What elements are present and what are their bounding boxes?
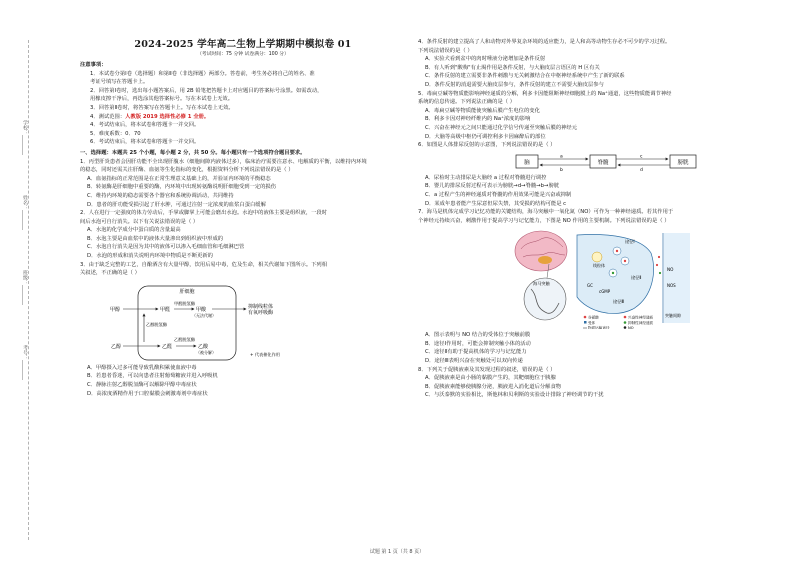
q6-option-b: B．婴儿的排尿反射过程可表示为膀胱→d→脊髓→b→膀胱	[425, 183, 560, 190]
gc-label: GC	[587, 283, 593, 289]
q7-option-b: B．途径Ⅰ作用时，可能会抑制突触小体的活动	[425, 340, 531, 347]
q8-option-c: C．与沃泰默的实验相比，斯他林和贝利斯的实验设计排除了神经调节的干扰	[425, 392, 604, 399]
q2-option-d: D．水泡的形成和消失说明内环境中物质是不断更新的	[87, 253, 213, 260]
mitochondrion	[592, 252, 602, 262]
q1-option-a: A．血氨指标的正常范围是在正常生理意义基础上的，并验证内环境的平衡稳态	[87, 175, 271, 182]
binding-id: 考号：________	[22, 345, 28, 380]
cgmp-label: cGMP	[599, 289, 611, 295]
q3-option-a: A．甲醇摄入过多可能导致乳酸积累使血液中毒	[87, 364, 197, 371]
mito-label: 线粒体	[593, 263, 605, 269]
reflex-svg	[510, 152, 710, 172]
q5-option-c: C．兴奋在神经元之间只能通过化学信号传递至突触后膜的神经元	[425, 124, 578, 131]
q5-option-a: A．毒扁豆碱等物质能使突触后膜产生电位的变化	[425, 107, 540, 114]
q3-option-b: B．若患者昏迷，可以向患者注射葡萄糖液并进入呼吸机	[87, 373, 218, 380]
q3-stem: 3．由于缺乏完整的工艺，自酿酒含有大量甲醇，饮用后易中毒，危及生命，相关代谢如下图所示。下列相	[80, 261, 328, 268]
nerve-svg	[513, 227, 718, 329]
legend-transport: 物质运输途径	[588, 326, 610, 330]
q6-stem: 6．如图是人体排尿反射的示意图，下列说法错误的是（ ）	[418, 142, 556, 149]
formic-acid-label: 甲酸	[196, 306, 207, 313]
spine-label: 脊髓	[597, 159, 609, 166]
acetic-acid-label: 乙酸	[198, 343, 209, 350]
q5-stem: 系统的信息传递。下列说法正确的是（ ）	[418, 99, 516, 106]
notice-item: 考证号填写在答题卡上。	[90, 79, 149, 86]
reflex-diagram	[510, 152, 710, 172]
formaldehyde-label: 甲醛	[160, 306, 171, 313]
legend-receptor: 受体	[588, 321, 596, 326]
path1-label: 途径Ⅰ	[625, 239, 635, 245]
q7-option-c: C．途径Ⅱ有助于提高机体的学习与记忆能力	[425, 349, 527, 356]
binding-name: 姓名：________	[22, 195, 28, 230]
q1-option-b: B．转氨酶是肝细胞中重要的酶，内环境中出现转氨酶说明肝细胞受到一定的损伤	[87, 184, 277, 191]
q4-option-a: A．实验犬看到盆中的肉时唾液分泌增加是条件反射	[425, 56, 546, 63]
right-column	[418, 38, 748, 400]
bladder-label: 膀胱	[677, 159, 689, 166]
left-column	[80, 38, 406, 398]
q4-stem: 4．条件反射的建立提高了人和动物对外界复杂环境的适应能力，是人和高等动物生存必不可少的学习过程。	[418, 39, 671, 45]
q4-option-c: C．条件反射的建立需要非条件刺激与无关刺激结合在中枢神经系统中产生了新的联系	[425, 73, 625, 80]
path2-label: 途径Ⅱ	[631, 275, 642, 281]
hippocampus-mark	[538, 256, 552, 264]
exam-subtitle: （考试时间：75 分钟 试卷满分：100 分）	[197, 52, 289, 57]
q4-stem: 下列说法错误的是（ ）	[418, 47, 473, 54]
q2-option-c: C．水泡自行消失是因为其中的液体可以渗入毛细血管和毛细淋巴管	[87, 244, 245, 251]
q4-option-d: D．条件反射的消退需要大脑皮层参与，条件反射的建立不需要大脑皮层参与	[425, 81, 604, 88]
q3-stem: 关叙述，不正确的是（ ）	[80, 270, 140, 277]
q3-option-d: D．高浓度酒精作用于口腔黏膜会刺激毒剂中毒症状	[87, 390, 208, 397]
metabolism-diagram	[108, 280, 288, 362]
notice-item-4	[80, 113, 406, 122]
catalysis-legend: + 代表催化作用	[250, 351, 280, 357]
path3-label: 途径Ⅲ	[613, 299, 625, 305]
legend-inhibitory: 抑制性神经递质	[628, 321, 654, 326]
notice-item: 5．难度系数：0．70	[90, 130, 141, 137]
q2-option-a: A．水泡的化学成分中蛋白质的含量最高	[87, 227, 181, 234]
brain-illustration	[515, 231, 567, 271]
brain-label: 脑	[524, 159, 530, 166]
q1-stem: 1．丙型肝炎患者会因肝功能不全出现肝腹水（细胞间隙内液体过多），临床治疗需要注意水、电解质的平衡，以维持内环境	[80, 158, 367, 165]
binding-class: 班级：________	[22, 270, 28, 305]
q7-option-a: A．图示表明与 NO 结合的受体位于突触前膜	[425, 332, 531, 339]
path-d-label: d	[640, 167, 643, 172]
q7-option-d: D．途径Ⅲ表明兴奋在突触处可以双向传递	[425, 358, 523, 365]
notice-item-4-prefix: 4．测试范围：	[90, 113, 126, 120]
acetic-note: （被分解）	[196, 349, 216, 355]
q8-option-a: A．促胰液素是由小肠的黏膜产生的，其靶细胞位于胰腺	[425, 375, 556, 382]
q1-stem: 的稳态，同时还需关注肝酶、血氨等生化指标的变化，根据资料分析下列说法错误的是（ ）	[80, 167, 294, 174]
formic-note: （无法代谢）	[192, 312, 216, 318]
nerve-diagram	[513, 227, 718, 329]
q1-option-d: D．患者的肝功能受损引起了肝水肿，可通过注射一定浓度的血浆白蛋白缓解	[87, 201, 266, 208]
hippo-synapse-label: 海马突触	[533, 281, 550, 287]
notice-item: 2．回答第Ⅰ卷时，选出每小题答案后，用 2B 铅笔把答题卡上对应题目的答案标号涂黑。如需改动，	[90, 87, 323, 94]
q2-stem: 间后水泡可自行消失。以下有关说法错误的是（ ）	[80, 218, 199, 225]
q3-option-c: C．静脉注射乙醇脱氢酶可以解除甲醇中毒症状	[87, 382, 197, 389]
q1-option-c: C．维持内环境的稳态需要各个器官和系统协调活动，共同维持	[87, 192, 234, 199]
notice-item: 用橡皮擦干净后，再选涂其他答案标号。写在本试卷上无效。	[90, 96, 234, 103]
inhibit-label-2: 有氧呼吸酶	[248, 309, 274, 316]
section-header: 一、选择题：本题共 25 个小题，每小题 2 分，共 50 分。每小题只有一个选项符合题目要求。	[80, 149, 306, 156]
path-b-label: b	[560, 167, 563, 172]
q7-stem: 个神经元持续兴奋，刺激作用于提高学习与记忆能力，下图是 NO 作用的主要机制。下列说法错误的是（ ）	[418, 217, 670, 224]
q6-option-a: A．尿检时主动排尿是大脑经 a 过程对脊髓进行调控	[425, 174, 547, 181]
ethanol-label: 乙醇	[111, 343, 122, 350]
binding-labels	[20, 120, 36, 420]
metabolism-svg	[108, 280, 308, 362]
q6-option-d: D．某成年患者能产生尿意但尿失禁，其受损的结构可能是 c	[425, 200, 567, 207]
inhibit-label: 抑制线粒体	[248, 303, 274, 310]
aldh-label: 甲醛脱氢酶	[174, 300, 195, 306]
notice-item: 6．考试结束后，将本试卷和答题卡一并交回。	[90, 139, 200, 146]
q2-stem: 2．人在进行一定强度的体力劳动后，手掌或脚掌上可能会磨出水泡。水泡中的液体主要是组织液，一段时	[80, 210, 328, 217]
q5-option-d: D．大脑等高级中枢仍可调控利多卡因麻醉后的部位	[425, 133, 546, 140]
notice-item: 4．考试结束后，将本试卷和答题卡一并交回。	[90, 122, 200, 129]
exam-title: 2024-2025 学年高二生物上学期期中模拟卷 01	[134, 39, 352, 50]
path-a-label: a	[560, 154, 563, 160]
q6-option-c: C．a 过程产生的神经递质对脊髓的作用效果可能是兴奋或抑制	[425, 191, 572, 198]
adh-label: 乙醇脱氢酶	[146, 321, 167, 327]
legend-excitatory: 兴奋性神经递质	[628, 315, 654, 320]
q8-option-b: B．促胰液素能够使胰腺分泌，胰液进入消化道后分解食物	[425, 383, 562, 390]
legend-no: NO	[628, 326, 634, 330]
liver-cell-label: 肝细胞	[179, 288, 195, 295]
q4-option-b: B．有人听到"酸梅"有止渴作用是条件反射，与大脑皮层言语区的 H 区有关	[425, 64, 600, 71]
legend-glutamate: 谷氨酸	[588, 315, 599, 320]
page-footer: 试题 第 1 页（共 8 页）	[369, 549, 425, 555]
acetaldehyde-label: 乙醛	[162, 343, 173, 350]
q5-stem: 5．毒扁豆碱等物质能影响神经递质的分解，利多卡因能阻断神经细胞膜上的 Na⁺通道，这些物质能调节神经	[418, 90, 672, 97]
notice-item: 1．本试卷分第Ⅰ卷（选择题）和第Ⅱ卷（非选择题）两部分。答卷前，考生务必将自己的姓名、准	[90, 70, 315, 77]
aldh2-label: 乙醛脱氢酶	[174, 336, 195, 342]
notice-test-range: 人教版 2019 选择性必修 1 全册。	[125, 113, 210, 120]
cleft-label: 突触间隙	[665, 313, 681, 319]
notice-heading: 注意事项：	[80, 62, 107, 68]
q5-option-b: B．利多卡因对神经纤维内的 Na⁺浓度的影响	[425, 116, 531, 123]
q7-stem: 7．海马是机体完成学习记忆功能的关键结构，海马突触中一氧化氮（NO）可作为一种神经递质。若其作用于	[418, 209, 674, 216]
methanol-label: 甲醇	[110, 306, 121, 313]
q8-stem: 8．下列关于促胰液素及其发现过程的叙述，错误的是（ ）	[418, 366, 556, 373]
no-label: NO	[667, 267, 674, 273]
binding-school: 学校：________	[22, 120, 28, 155]
q2-option-b: B．水泡主要是由血浆中的液体大量渗出到组织液中形成的	[87, 235, 224, 242]
path-c-label: c	[640, 154, 643, 160]
notice-item: 3．回答第Ⅱ卷时，将答案写在答题卡上。写在本试卷上无效。	[90, 104, 234, 111]
nos-label: NOS	[667, 283, 676, 289]
